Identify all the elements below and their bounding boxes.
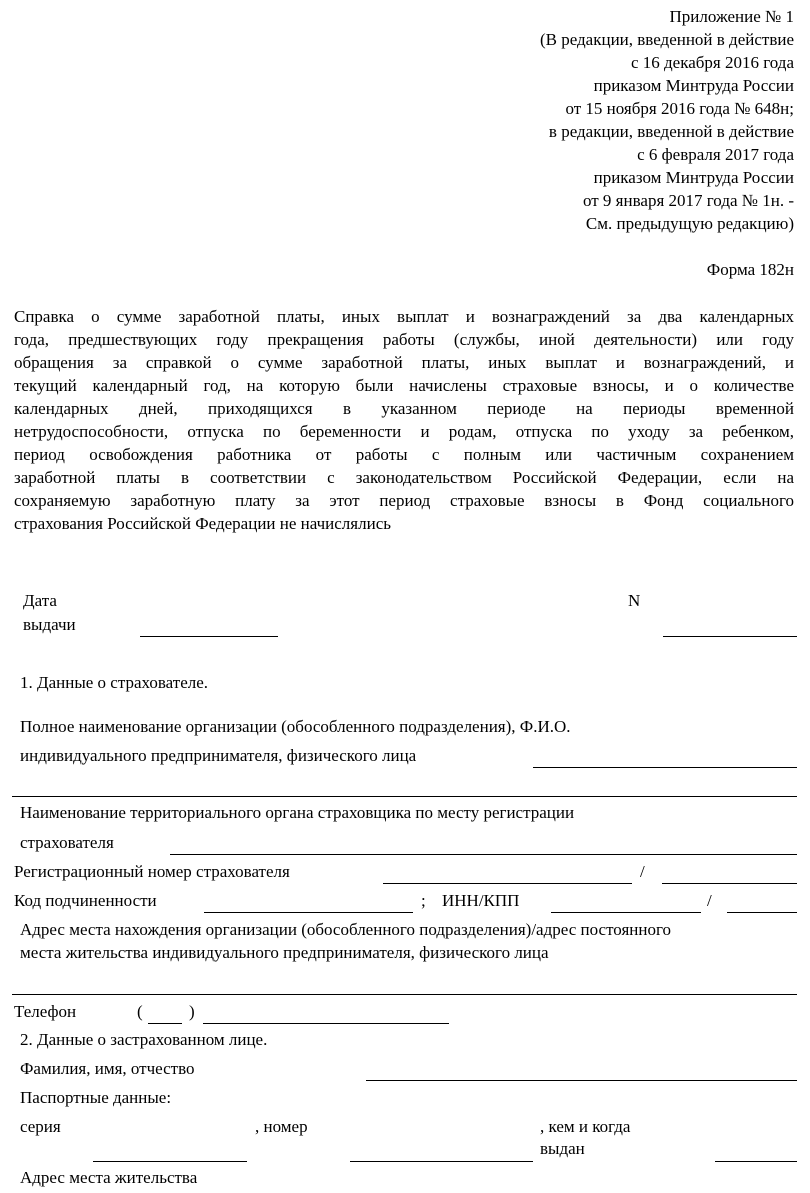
phone-area-code-field[interactable] xyxy=(148,1023,182,1024)
title-line: года, предшествующих году прекращения работы (службы, иной деятельности) или году xyxy=(14,330,794,349)
subordination-code-label: Код подчиненности xyxy=(14,891,157,910)
subordination-code-field[interactable] xyxy=(204,912,413,913)
reg-number-label: Регистрационный номер страхователя xyxy=(14,862,290,881)
territorial-body-label-2: страхователя xyxy=(20,833,114,852)
full-name-field[interactable] xyxy=(366,1080,797,1081)
title-line: заработной платы в соответствии с законодательством Российской Федерации, если на xyxy=(14,468,794,487)
territorial-body-label: Наименование территориального органа страховщика по месту регистрации xyxy=(20,803,575,822)
address-field[interactable] xyxy=(12,994,797,995)
inn-kpp-slash: / xyxy=(707,891,712,910)
org-name-field[interactable] xyxy=(533,767,797,768)
title-line: Справка о сумме заработной платы, иных выплат и вознаграждений за два календарных xyxy=(14,307,794,326)
header-line: См. предыдущую редакцию) xyxy=(585,214,794,233)
org-name-label-2: индивидуального предпринимателя, физического лица xyxy=(20,746,417,765)
inn-kpp-label: ИНН/КПП xyxy=(442,891,520,910)
full-name-label: Фамилия, имя, отчество xyxy=(20,1059,195,1078)
phone-close-bracket: ) xyxy=(189,1002,195,1021)
section1-heading: 1. Данные о страхователе. xyxy=(20,673,209,692)
reg-number-field-2[interactable] xyxy=(662,883,797,884)
title-line: нетрудоспособности, отпуска по беременности и родам, отпуска по уходу за ребенком, xyxy=(14,422,794,441)
phone-number-field[interactable] xyxy=(203,1023,449,1024)
title-line: текущий календарный год, на которую были начислены страховые взносы, и о количестве xyxy=(14,376,794,395)
passport-issued-field[interactable] xyxy=(715,1161,797,1162)
passport-label: Паспортные данные: xyxy=(20,1088,172,1107)
certificate-number-label: N xyxy=(628,591,641,610)
residence-address-label: Адрес места жительства xyxy=(20,1168,198,1187)
header-line: Приложение № 1 xyxy=(669,7,794,26)
address-label-2: места жительства индивидуального предпринимателя, физического лица xyxy=(20,943,549,962)
section2-heading: 2. Данные о застрахованном лице. xyxy=(20,1030,268,1049)
header-line: с 6 февраля 2017 года xyxy=(637,145,794,164)
passport-number-field[interactable] xyxy=(350,1161,533,1162)
address-label: Адрес места нахождения организации (обособленного подразделения)/адрес постоянного xyxy=(20,920,672,939)
passport-series-label: серия xyxy=(20,1117,61,1136)
header-line: в редакции, введенной в действие xyxy=(548,122,794,141)
org-name-field-continued[interactable] xyxy=(12,796,797,797)
header-line: приказом Минтруда России xyxy=(593,168,794,187)
issue-date-label-2: выдачи xyxy=(23,615,76,634)
kpp-field[interactable] xyxy=(727,912,797,913)
passport-issued-label: , кем и когда xyxy=(540,1117,631,1136)
appendix-header xyxy=(540,5,794,235)
reg-number-slash: / xyxy=(640,862,645,881)
issue-date-label: Дата xyxy=(23,591,57,610)
phone-label: Телефон xyxy=(14,1002,77,1021)
title-line: календарных дней, приходящихся в указанном периоде на периоды временной xyxy=(14,399,794,418)
reg-number-field[interactable] xyxy=(383,883,632,884)
inn-field[interactable] xyxy=(551,912,701,913)
header-line: приказом Минтруда России xyxy=(593,76,794,95)
issue-date-field[interactable] xyxy=(140,636,278,637)
title-line: страхования Российской Федерации не начислялись xyxy=(14,514,391,533)
title-line: обращения за справкой о сумме заработной платы, иных выплат и вознаграждений, и xyxy=(14,353,794,372)
header-line: (В редакции, введенной в действие xyxy=(539,30,794,49)
form-number: Форма 182н xyxy=(706,260,794,279)
territorial-body-field[interactable] xyxy=(170,854,797,855)
phone-open-bracket: ( xyxy=(137,1002,143,1021)
header-line: с 16 декабря 2016 года xyxy=(630,53,794,72)
header-line: от 15 ноября 2016 года № 648н; xyxy=(565,99,794,118)
header-line: от 9 января 2017 года № 1н. - xyxy=(582,191,794,210)
semicolon-separator: ; xyxy=(421,891,426,910)
passport-issued-label-2: выдан xyxy=(540,1139,585,1158)
certificate-number-field[interactable] xyxy=(663,636,797,637)
document-title xyxy=(14,305,794,535)
org-name-label: Полное наименование организации (обособленного подразделения), Ф.И.О. xyxy=(20,717,571,736)
title-line: сохраняемую заработную плату за этот период страховые взносы в Фонд социального xyxy=(14,491,794,510)
passport-series-field[interactable] xyxy=(93,1161,247,1162)
passport-number-label: , номер xyxy=(255,1117,308,1136)
title-line: период освобождения работника от работы с полным или частичным сохранением xyxy=(14,445,794,464)
